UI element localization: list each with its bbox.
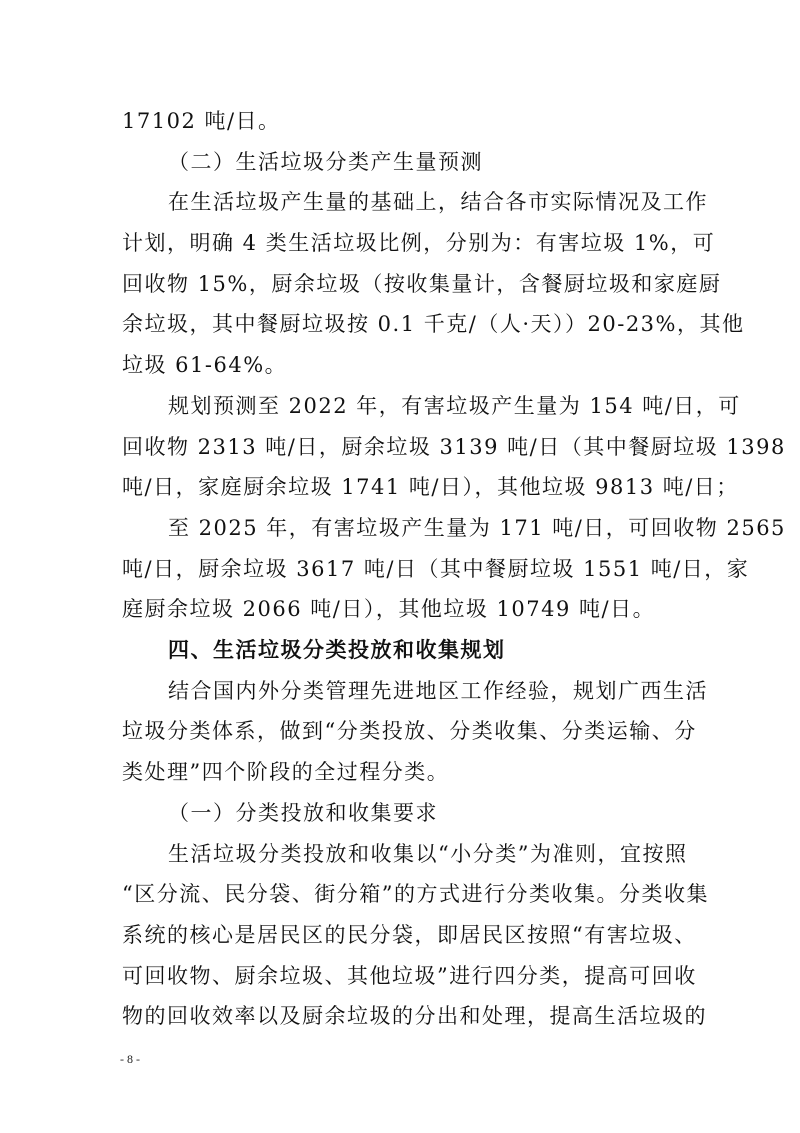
paragraph-line: 系统的核心是居民区的民分袋，即居民区按照“有害垃圾、 bbox=[122, 923, 697, 947]
paragraph-line: 可回收物、厨余垃圾、其他垃圾”进行四分类，提高可回收 bbox=[122, 964, 697, 988]
paragraph-line: 生活垃圾分类投放和收集以“小分类”为准则，宜按照 bbox=[168, 842, 688, 866]
paragraph-line: 回收物 15%，厨余垃圾（按收集量计，含餐厨垃圾和家庭厨 bbox=[122, 272, 722, 296]
section-subheading: （二）生活垃圾分类产生量预测 bbox=[168, 150, 483, 174]
paragraph-line: 吨/日，厨余垃圾 3617 吨/日（其中餐厨垃圾 1551 吨/日，家 bbox=[122, 557, 750, 581]
paragraph-line: 垃圾 61-64%。 bbox=[122, 353, 288, 377]
section-heading: 四、生活垃圾分类投放和收集规划 bbox=[168, 638, 506, 662]
page-number: - 8 - bbox=[120, 1052, 140, 1066]
paragraph-line: 结合国内外分类管理先进地区工作经验，规划广西生活 bbox=[168, 679, 708, 703]
paragraph-line: 17102 吨/日。 bbox=[122, 109, 281, 133]
paragraph-line: 计划，明确 4 类生活垃圾比例，分别为：有害垃圾 1%，可 bbox=[122, 231, 716, 255]
paragraph-line: 类处理”四个阶段的全过程分类。 bbox=[122, 760, 450, 784]
paragraph-line: 物的回收效率以及厨余垃圾的分出和处理，提高生活垃圾的 bbox=[122, 1004, 707, 1028]
paragraph-line: 在生活垃圾产生量的基础上，结合各市实际情况及工作 bbox=[168, 190, 708, 214]
paragraph-line: 回收物 2313 吨/日，厨余垃圾 3139 吨/日（其中餐厨垃圾 1398 bbox=[122, 435, 786, 459]
paragraph-line: 至 2025 年，有害垃圾产生量为 171 吨/日，可回收物 2565 bbox=[168, 516, 786, 540]
paragraph-line: 吨/日，家庭厨余垃圾 1741 吨/日），其他垃圾 9813 吨/日； bbox=[122, 475, 739, 499]
paragraph-line: 余垃圾，其中餐厨垃圾按 0.1 千克/（人·天））20-23%，其他 bbox=[122, 312, 745, 336]
paragraph-line: “区分流、民分袋、街分箱”的方式进行分类收集。分类收集 bbox=[122, 882, 709, 906]
section-subheading: （一）分类投放和收集要求 bbox=[168, 801, 438, 825]
paragraph-line: 规划预测至 2022 年，有害垃圾产生量为 154 吨/日，可 bbox=[168, 394, 741, 418]
paragraph-line: 垃圾分类体系，做到“分类投放、分类收集、分类运输、分 bbox=[122, 719, 697, 743]
paragraph-line: 庭厨余垃圾 2066 吨/日），其他垃圾 10749 吨/日。 bbox=[122, 597, 656, 621]
